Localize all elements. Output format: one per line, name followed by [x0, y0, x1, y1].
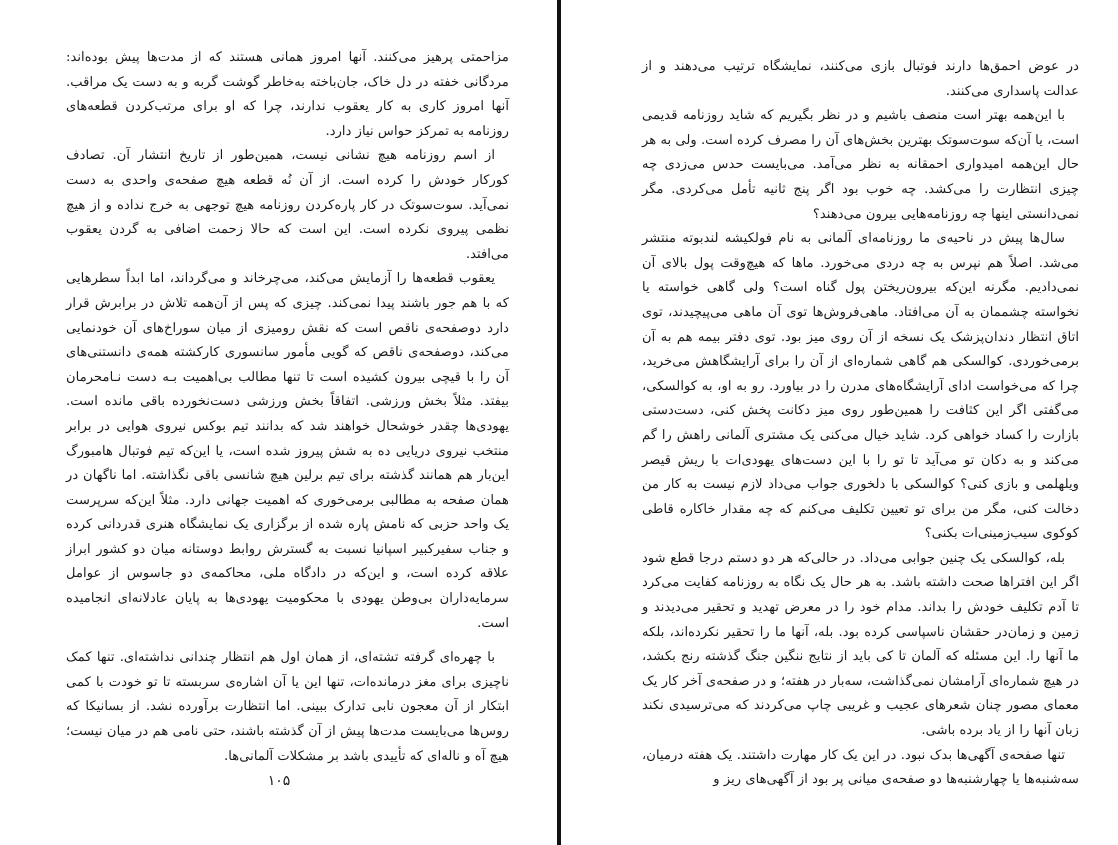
left-paragraph-4: با چهره‌ای گرفته تشته‌ای، از همان اول هم انتظار چندانی نداشته‌ای. تنها کمک ناچیزی برای مغز درمانده‌ات، تنها این یا آن اشاره‌ی سربسته تا تو خودت با کمی ابتکار از آن معجون نابی تدارک ببینی. اما انتظارت برآورده نشد. از بسانیکا که روس‌ها می‌بایست مدت‌ها پیش از آن گذشته باشند، حتی نامی هم در میان نیست؛ هیچ آه و ناله‌ای که تأییدی باشد بر مشکلات آلمانی‌ها.: [66, 650, 509, 764]
left-paragraph-3: یعقوب قطعه‌ها را آزمایش می‌کند، می‌چرخاند و می‌گرداند، اما ابداً سطرهایی که با هم جور باشند پیدا نمی‌کند. چیزی که پس از آن‌همه تلاش در برابرش قرار دارد دوصفحه‌ی ناقص است که نقش رومیزی از میان سوراخ‌های آن خودنمایی می‌کند، دوصفحه‌ی ناقص که گویی مأمور سانسوری کارکشته همه‌ی دانستنی‌های آن را با قیچی بیرون کشیده است تا تنها مطالب بی‌اهمیت بـه دست نـامحرمان بیفتد. مثلاً بخش ورزشی. اتفاقاً بخش ورزشی دست‌نخورده باقی مانده است. یهودی‌ها چقدر خوشحال خواهند شد که بدانند تیم بوکس نیروی هوایی در برابر منتخب نیروی دریایی ده به شش پیروز شده است، یا این‌که تیم فوتبال هامبورگ این‌بار هم همانند گذشته برای تیم برلین هیچ شانسی باقی نگذاشته. اما ناگهان در همان صفحه به مطالبی برمی‌خوری که اهمیت جهانی دارد. مثلاً این‌که سرپرست یک واحد حزبی که نامش پاره شده از برگزاری یک نمایشگاه هنری قدردانی کرده و جناب سفیرکبیر اسپانیا نسبت به گسترش روابط دوستانه میان دو کشور ابراز علاقه کرده است، و این‌که در دادگاه ملی، محاکمه‌ی دو جاسوس از عوامل سرمایه‌داران بی‌وطن یهودی با محکومیت یهودی‌ها به پایان عادلانه‌ای انجامیده است.: [66, 271, 509, 631]
left-page: [0, 0, 558, 845]
page-divider: [557, 0, 561, 845]
right-paragraph-3: سال‌ها پیش در ناحیه‌ی ما روزنامه‌ای آلمانی به نام فولکیشه لندبوته منتشر می‌شد. اصلاً هم نپرس به چه دردی می‌خورد. ماها که هیچ‌وقت پول بالای آن نمی‌دادیم. مگرنه این‌که بیرون‌ریختن پول گناه است؟ ولی گاهی خواسته یا نخواسته چشممان به آن می‌افتاد. ماهی‌فروش‌ها توی آن ماهی می‌پیچیدند، توی اتاق انتظار دندان‌پزشک یک نسخه از آن روی میز بود. توی دفتر بیمه هم به آن برمی‌خوردی. کوالسکی هم گاهی شماره‌ای از آن را برای آرایشگاهش می‌خرید، چرا که می‌خواست ادای آرایشگاه‌های مدرن را در بیاورد. رو به او، به کوالسکی، می‌گفتی اگر این کثافت را همین‌طور روی میز دکانت پخش کنی، دست‌دستی بازارت را کساد خواهی کرد. شاید خیال می‌کنی یک مشتری آلمانی راهش را گم می‌کند و به دکان تو می‌آید تا تو را با این دست‌های یهودی‌ات با ریش قیصر ویلهلمی و بازی کنی؟ کوالسکی با دلخوری جواب می‌داد لازم نیست به کار من دخالت کنی، مگر من برای تو تعیین تکلیف می‌کنم که چه مقدار خاکاره قاطی کوکوی سیب‌زمینی‌ات بکنی؟: [642, 231, 1079, 542]
right-paragraph-1: در عوض احمق‌ها دارند فوتبال بازی می‌کنند، نمایشگاه ترتیب می‌دهند و از عدالت پاسداری می‌کنند.: [642, 59, 1079, 99]
right-page-text: [642, 55, 1079, 793]
left-page-text: [66, 46, 509, 769]
right-page: [562, 0, 1118, 845]
right-paragraph-4: بله، کوالسکی یک چنین جوابی می‌داد. در حالی‌که هر دو دستم درجا قطع شود اگر این افتراها صحت داشته باشد. به هر حال یک نگاه به روزنامه کفایت می‌کرد تا آدم تکلیف خودش را بداند. مدام خود را در معرض تهدید و تحقیر می‌دیدند و زمین و زمان‌در حقشان ناسپاسی کرده بود. بله، آنها ما را تحقیر نکرده‌اند، بلکه ما آنها را. این مسئله که آلمان تا کی باید از نتایج ننگین جنگ گذشته رنج بکشد، در هیچ شماره‌ای آرامشان نمی‌گذاشت، سه‌بار در هفته؛ و در صفحه‌ی آخر کار یک معمای مصور چنان شعرهای عجیب و غریبی چاپ می‌کردند که می‌ترسیدی نکند زبان آنها را از یاد برده باشی.: [642, 550, 1079, 739]
left-paragraph-2: از اسم روزنامه هیچ نشانی نیست، همین‌طور از تاریخ انتشار آن. تصادف کورکار خودش را کرده است. از آن نُه قطعه هیچ صفحه‌ی واحدی به دست نمی‌آید. سوت‌سوتک در کار پاره‌کردن روزنامه هیچ توجهی به خرج نداده و از هیچ نظمی پیروی نکرده است. این است که حالا زحمت اضافی به گردن یعقوب می‌افتد.: [66, 148, 509, 262]
right-paragraph-5: تنها صفحه‌ی آگهی‌ها بدک نبود. در این یک کار مهارت داشتند. یک هفته درمیان، سه‌شنبه‌ها یا چهارشنبه‌ها دو صفحه‌ی میانی پر بود از آگهی‌های ریز و: [642, 747, 1079, 788]
right-paragraph-2: با این‌همه بهتر است منصف باشیم و در نظر بگیریم که شاید روزنامه قدیمی است، یا آن‌که سوت‌سوتک بهترین بخش‌های آن را مصرف کرده است. ولی به هر حال این‌همه امیدواری احمقانه به نظر می‌آمد. می‌بایست حدس می‌زدی چه چیزی انتظارت را می‌کشد. چه خوب بود اگر پنج ثانیه تأمل می‌کردی. مگر نمی‌دانستی اینها چه روزنامه‌هایی بیرون می‌دهند؟: [642, 108, 1079, 222]
page-number: ۱۰۵: [267, 773, 291, 789]
left-paragraph-1: مزاحمتی پرهیز می‌کنند. آنها امروز همانی هستند که از مدت‌ها پیش بوده‌اند: مردگانی خفته در دل خاک، جان‌باخته به‌خاطر گوشت گربه و به دست یک مراقب. آنها امروز کاری به کار یعقوب ندارند، چرا که او برای مرتب‌کردن قطعه‌های روزنامه به تمرکز حواس نیاز دارد.: [66, 50, 509, 139]
